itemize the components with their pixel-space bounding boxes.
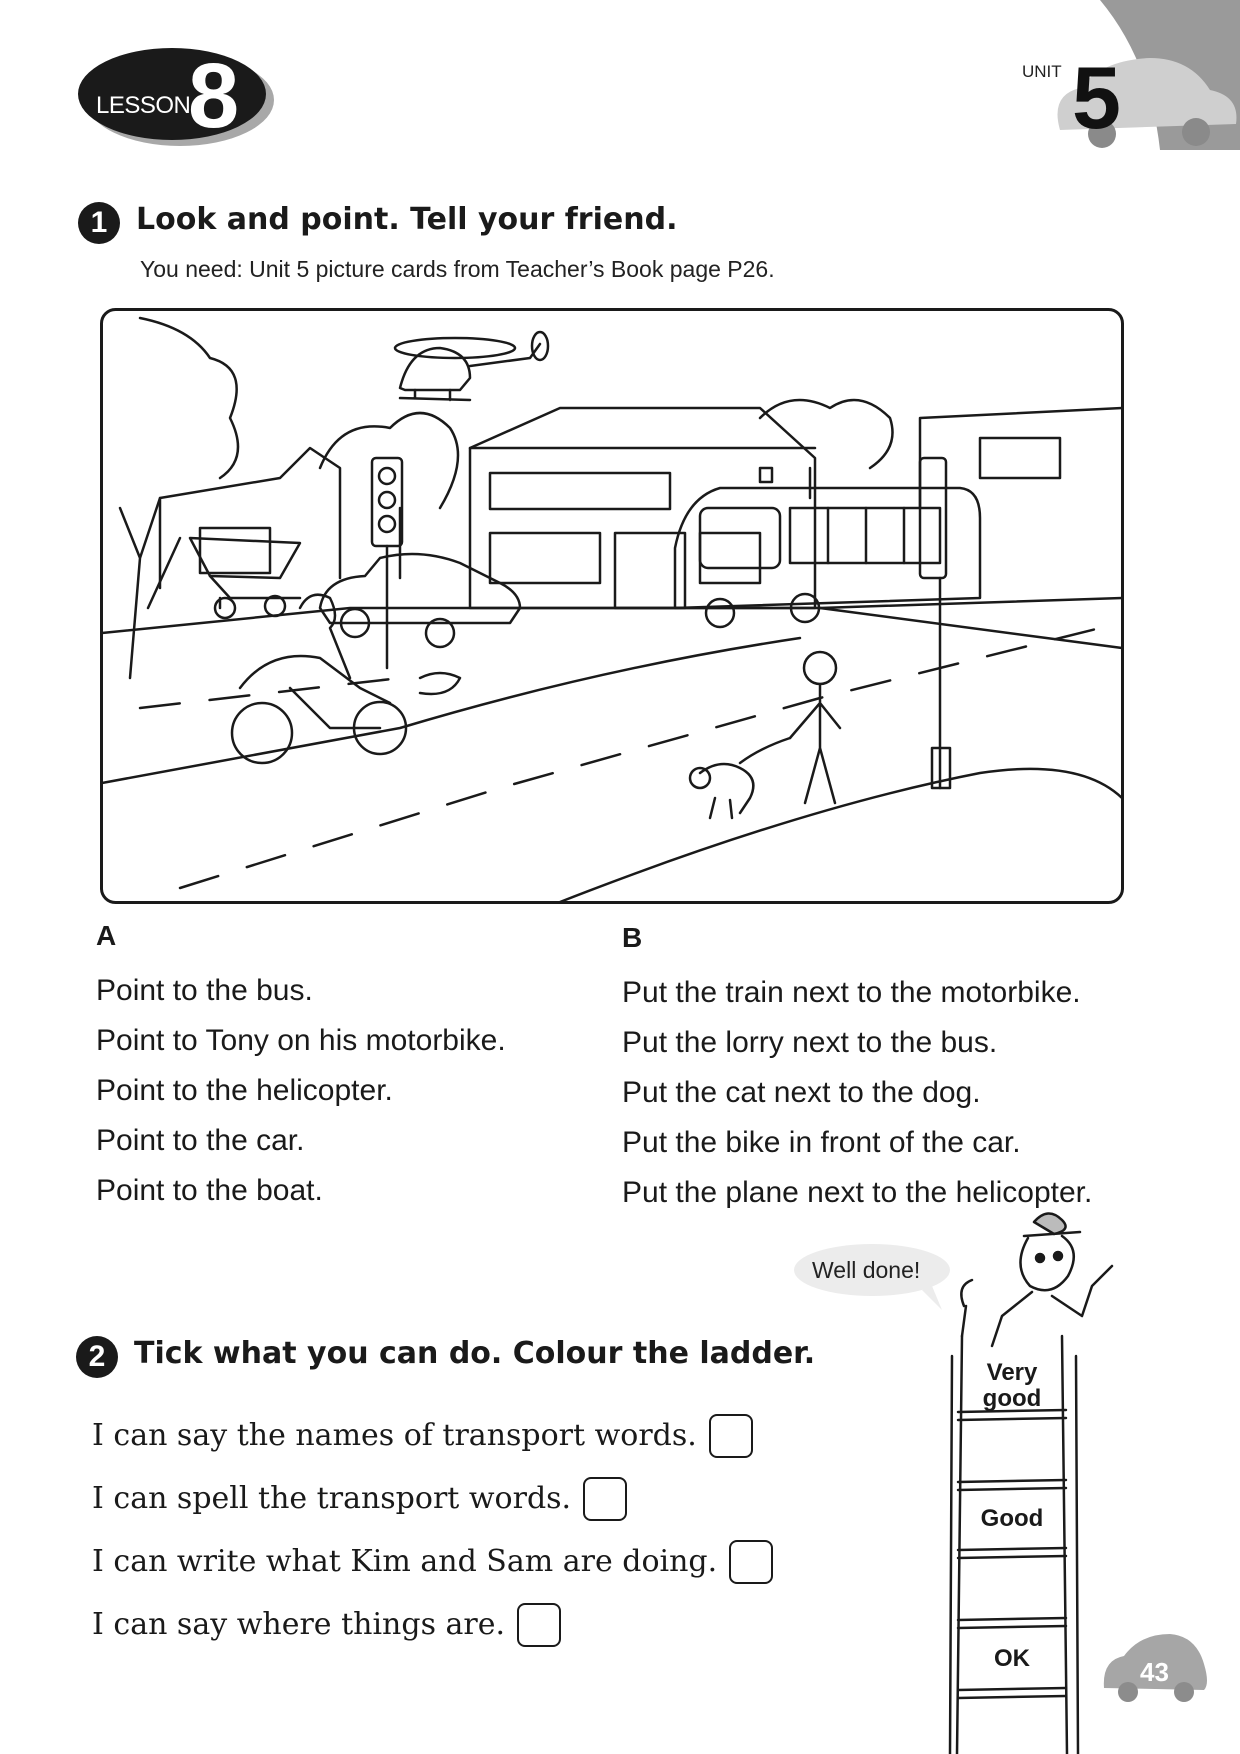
list-item: Put the train next to the motorbike.	[622, 976, 1081, 1009]
list-item: Point to Tony on his motorbike.	[96, 1024, 506, 1057]
checklist-row	[92, 1467, 773, 1530]
exercise-1-number: 1	[78, 202, 120, 244]
column-a-list	[96, 966, 506, 1216]
list-item: Put the cat next to the dog.	[622, 1076, 981, 1109]
exercise-1-title: Look and point. Tell your friend.	[136, 202, 678, 237]
tick-box[interactable]	[583, 1477, 627, 1521]
lesson-number: 8	[188, 45, 240, 147]
column-a-heading: A	[96, 920, 117, 951]
list-item: Put the plane next to the helicopter.	[622, 1176, 1093, 1209]
lesson-label: LESSON	[96, 92, 191, 119]
tick-box[interactable]	[709, 1414, 753, 1458]
exercise-1-note: You need: Unit 5 picture cards from Teacher’s Book page P26.	[140, 256, 775, 282]
column-b-list	[622, 968, 1092, 1218]
exercise-2-number: 2	[76, 1336, 118, 1378]
ladder-rung-good[interactable]: Good	[980, 1505, 1044, 1532]
page-number: 43	[1140, 1657, 1169, 1687]
checklist-row	[92, 1404, 773, 1467]
ladder-rung-ok[interactable]: OK	[994, 1645, 1030, 1672]
ladder-rung-very-good[interactable]: Very good	[982, 1359, 1042, 1412]
list-item: Point to the car.	[96, 1124, 305, 1157]
checklist-text: I can say where things are.	[92, 1607, 506, 1642]
tick-box[interactable]	[729, 1540, 773, 1584]
progress-ladder	[792, 1206, 1122, 1754]
exercise-2-title: Tick what you can do. Colour the ladder.	[134, 1336, 816, 1371]
unit-label: UNIT	[1022, 62, 1062, 81]
list-item: Put the bike in front of the car.	[622, 1126, 1021, 1159]
unit-number: 5	[1072, 48, 1121, 147]
list-item: Put the lorry next to the bus.	[622, 1026, 998, 1059]
checklist-row	[92, 1593, 773, 1656]
checklist-text: I can write what Kim and Sam are doing.	[92, 1544, 718, 1579]
unit-car-badge	[1040, 0, 1240, 150]
column-b-heading: B	[622, 922, 643, 953]
list-item: Point to the helicopter.	[96, 1074, 393, 1107]
checklist-row	[92, 1530, 773, 1593]
list-item: Point to the bus.	[96, 974, 313, 1007]
tick-box[interactable]	[517, 1603, 561, 1647]
checklist-text: I can spell the transport words.	[92, 1481, 572, 1516]
checklist-text: I can say the names of transport words.	[92, 1418, 697, 1453]
street-scene-illustration	[100, 308, 1124, 904]
list-item: Point to the boat.	[96, 1174, 323, 1207]
can-do-checklist	[92, 1404, 773, 1656]
speech-bubble-text: Well done!	[812, 1257, 921, 1283]
